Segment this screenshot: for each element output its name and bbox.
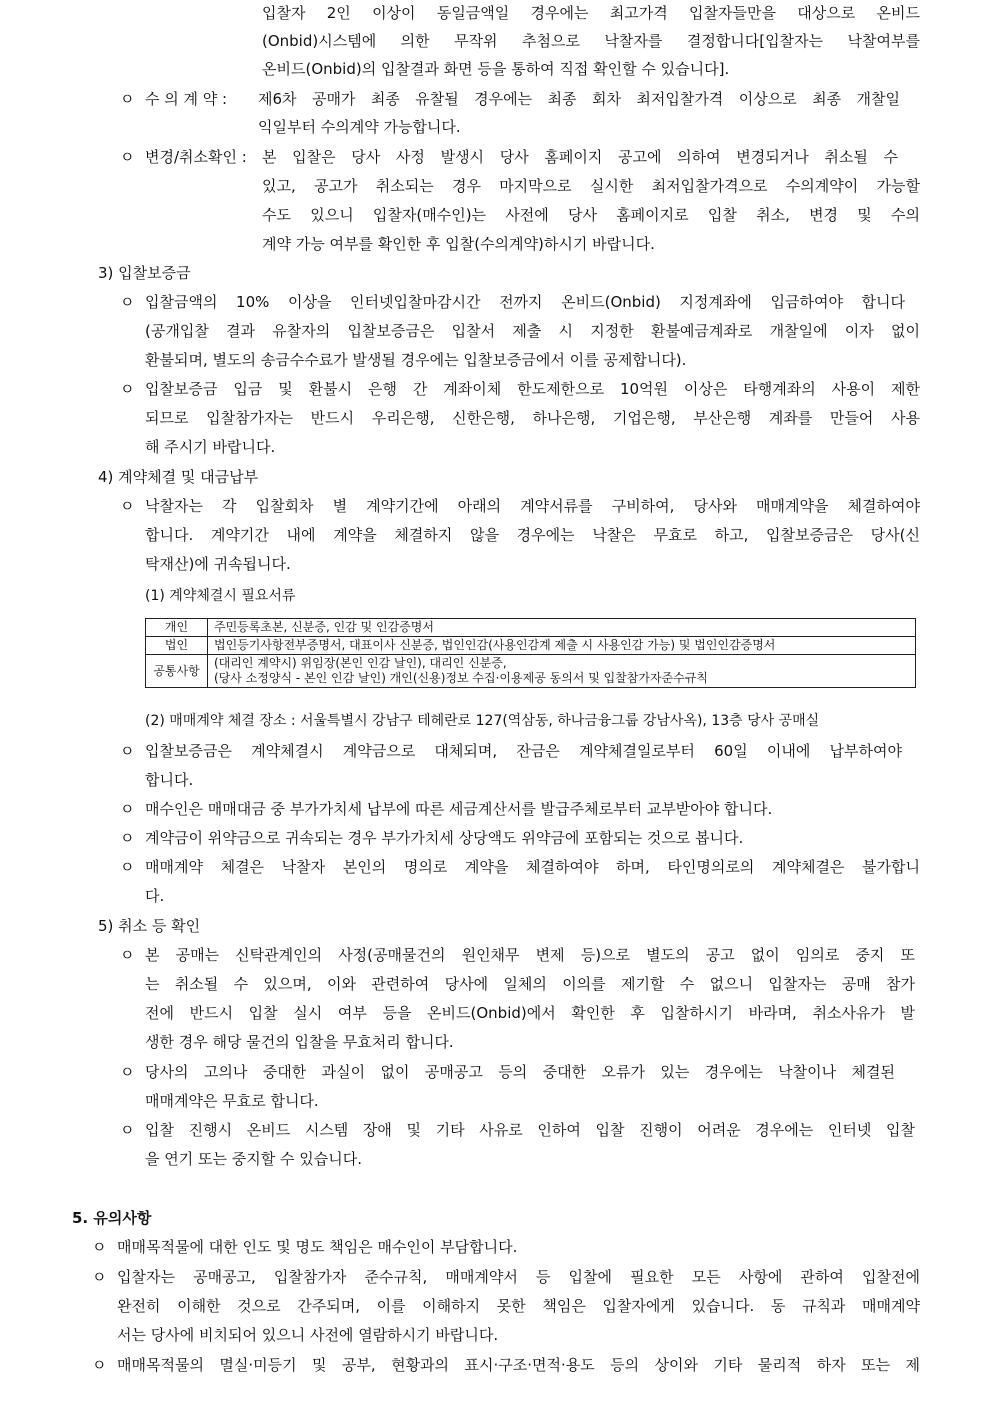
contract-paragraph: 매매계약 체결은 낙찰자 본인의 명의로 계약을 체결하여야 하며, 타인명의로의 계약체결은 불가합니	[145, 858, 920, 876]
contract-place: (2) 매매계약 체결 장소 : 서울특별시 강남구 테헤란로 127(역삼동, 하나금융그룹 강남사옥), 13층 당사 공매실	[145, 713, 820, 729]
bullet-marker: ㅇ	[120, 293, 135, 311]
contract-paragraph: 합니다. 계약기간 내에 계약을 체결하지 않을 경우에는 낙찰은 무효로 하고, 입찰보증금은 당사(신	[145, 526, 920, 544]
bullet-marker: ㅇ	[120, 946, 135, 964]
cancel-paragraph: 본 공매는 신탁관계인의 사정(공매물건의 원인채무 변제 등)으로 별도의 공고 없이 임의로 중지 또	[145, 946, 915, 964]
table-row	[146, 619, 916, 637]
deposit-paragraph: 입찰보증금 입금 및 환불시 은행 간 계좌이체 한도제한으로 10억원 이상은 타행계좌의 사용이 제한	[145, 380, 920, 398]
deposit-paragraph: 입찰금액의 10% 이상을 인터넷입찰마감시간 전까지 온비드(Onbid) 지정계좌에 입금하여야 합니다	[145, 293, 905, 311]
notes-paragraph: 매매목적물의 멸실·미등기 및 공부, 현황과의 표시·구조·면적·용도 등의 상이와 기타 물리적 하자 또는 제	[117, 1356, 920, 1374]
notes-paragraph: 매매목적물에 대한 인도 및 명도 책임은 매수인이 부담합니다.	[117, 1238, 518, 1256]
cancel-paragraph: 생한 경우 해당 물건의 입찰을 무효처리 합니다.	[145, 1033, 454, 1051]
cancel-paragraph: 매매계약은 무효로 합니다.	[145, 1092, 319, 1110]
deposit-paragraph: (공개입찰 결과 유찰자의 입찰보증금은 입찰서 제출 시 지정한 환불예금계좌로 개찰일에 이자 없이	[145, 322, 920, 340]
contract-paragraph: 매수인은 매매대금 중 부가가치세 납부에 따른 세금계산서를 발급주체로부터 교부받아야 합니다.	[145, 800, 773, 818]
bullet-marker: ㅇ	[92, 1238, 107, 1256]
cancel-paragraph: 입찰 진행시 온비드 시스템 장애 및 기타 사유로 인하여 입찰 진행이 어려운 경우에는 인터넷 입찰	[145, 1121, 915, 1139]
change-cancel-text: 본 입찰은 당사 사정 발생시 당사 홈페이지 공고에 의하여 변경되거나 취소될 수	[262, 148, 898, 166]
contract-paragraph: 낙찰자는 각 입찰회차 별 계약기간에 아래의 계약서류를 구비하여, 당사와 매매계약을 체결하여야	[145, 497, 920, 515]
table-cell-type: 공통사항	[146, 655, 208, 688]
table-cell-docs	[208, 655, 916, 688]
required-docs-title: (1) 계약체결시 필요서류	[145, 588, 296, 604]
change-cancel-label: 변경/취소확인 :	[145, 148, 247, 166]
table-row	[146, 637, 916, 655]
cancel-paragraph: 을 연기 또는 중지할 수 있습니다.	[145, 1150, 362, 1168]
lowest-price-rule-line: (Onbid)시스템에 의한 무작위 추첨으로 낙찰자를 결정합니다[입찰자는 낙찰여부를	[262, 32, 920, 50]
bullet-marker: ㅇ	[120, 380, 135, 398]
bullet-marker: ㅇ	[120, 1063, 135, 1081]
bullet-marker: ㅇ	[120, 148, 135, 166]
private-contract-text: 제6차 공매가 최종 유찰될 경우에는 최종 회차 최저입찰가격 이상으로 최종 개찰일	[258, 90, 900, 108]
required-docs-table	[145, 618, 916, 688]
cancel-paragraph: 는 취소될 수 있으며, 이와 관련하여 당사에 일체의 이의를 제기할 수 없으니 입찰자는 공매 참가	[145, 975, 915, 993]
notes-paragraph: 입찰자는 공매공고, 입찰참가자 준수규칙, 매매계약서 등 입찰에 필요한 모든 사항에 관하여 입찰전에	[117, 1268, 920, 1286]
lowest-price-rule-line: 온비드(Onbid)의 입찰결과 화면 등을 통하여 직접 확인할 수 있습니다].	[262, 60, 730, 78]
deposit-paragraph: 환불되며, 별도의 송금수수료가 발생될 경우에는 입찰보증금에서 이를 공제합니다).	[145, 351, 687, 369]
bullet-marker: ㅇ	[120, 1121, 135, 1139]
contract-paragraph: 계약금이 위약금으로 귀속되는 경우 부가가치세 상당액도 위약금에 포함되는 것으로 봅니다.	[145, 829, 744, 847]
bullet-marker: ㅇ	[120, 800, 135, 818]
bullet-marker: ㅇ	[92, 1268, 107, 1286]
table-cell-docs: 주민등록초본, 신분증, 인감 및 인감증명서	[208, 619, 916, 637]
contract-paragraph: 합니다.	[145, 771, 194, 789]
section-heading-notes: 5. 유의사항	[72, 1209, 152, 1227]
deposit-paragraph: 해 주시기 바랍니다.	[145, 438, 276, 456]
bullet-marker: ㅇ	[120, 742, 135, 760]
bullet-marker: ㅇ	[120, 497, 135, 515]
table-cell-type: 개인	[146, 619, 208, 637]
contract-paragraph: 탁재산)에 귀속됩니다.	[145, 555, 291, 573]
contract-paragraph: 다.	[145, 887, 165, 905]
change-cancel-text: 있고, 공고가 취소되는 경우 마지막으로 실시한 최저입찰가격으로 수의계약이 가능할	[262, 177, 920, 195]
table-cell-docs-line: (당사 소정양식 - 본인 인감 날인) 개인(신용)정보 수집·이용제공 동의서 및 입찰참가자준수규칙	[214, 671, 708, 685]
bullet-marker: ㅇ	[120, 90, 135, 108]
cancel-paragraph: 전에 반드시 입찰 실시 여부 등을 온비드(Onbid)에서 확인한 후 입찰하시기 바라며, 취소사유가 발	[145, 1004, 915, 1022]
table-cell-docs-line: (대리인 계약시) 위임장(본인 인감 날인), 대리인 신분증,	[214, 656, 507, 670]
contract-paragraph: 입찰보증금은 계약체결시 계약금으로 대체되며, 잔금은 계약체결일로부터 60일 이내에 납부하여야	[145, 742, 902, 760]
change-cancel-text: 계약 가능 여부를 확인한 후 입찰(수의계약)하시기 바랍니다.	[262, 235, 655, 253]
private-contract-label: 수 의 계 약 :	[145, 90, 228, 108]
cancel-paragraph: 당사의 고의나 중대한 과실이 없이 공매공고 등의 중대한 오류가 있는 경우에는 낙찰이나 체결된	[145, 1063, 895, 1081]
deposit-paragraph: 되므로 입찰참가자는 반드시 우리은행, 신한은행, 하나은행, 기업은행, 부산은행 계좌를 만들어 사용	[145, 409, 920, 427]
bullet-marker: ㅇ	[120, 829, 135, 847]
section-heading-contract: 4) 계약체결 및 대금납부	[98, 468, 259, 486]
notes-paragraph: 서는 당사에 비치되어 있으니 사전에 열람하시기 바랍니다.	[117, 1326, 499, 1344]
notes-paragraph: 완전히 이해한 것으로 간주되며, 이를 이해하지 못한 책임은 입찰자에게 있습니다. 동 규칙과 매매계약	[117, 1297, 920, 1315]
change-cancel-text: 수도 있으니 입찰자(매수인)는 사전에 당사 홈페이지로 입찰 취소, 변경 및 수의	[262, 206, 920, 224]
private-contract-text: 익일부터 수의계약 가능합니다.	[258, 118, 461, 136]
table-cell-docs: 법인등기사항전부증명서, 대표이사 신분증, 법인인감(사용인감계 제출 시 사용인감 가능) 및 법인인감증명서	[208, 637, 916, 655]
lowest-price-rule-line: 입찰자 2인 이상이 동일금액일 경우에는 최고가격 입찰자들만을 대상으로 온비드	[262, 4, 920, 22]
section-heading-deposit: 3) 입찰보증금	[98, 264, 191, 282]
table-cell-type: 법인	[146, 637, 208, 655]
table-row	[146, 655, 916, 688]
bullet-marker: ㅇ	[92, 1356, 107, 1374]
bullet-marker: ㅇ	[120, 858, 135, 876]
section-heading-cancel: 5) 취소 등 확인	[98, 917, 201, 935]
